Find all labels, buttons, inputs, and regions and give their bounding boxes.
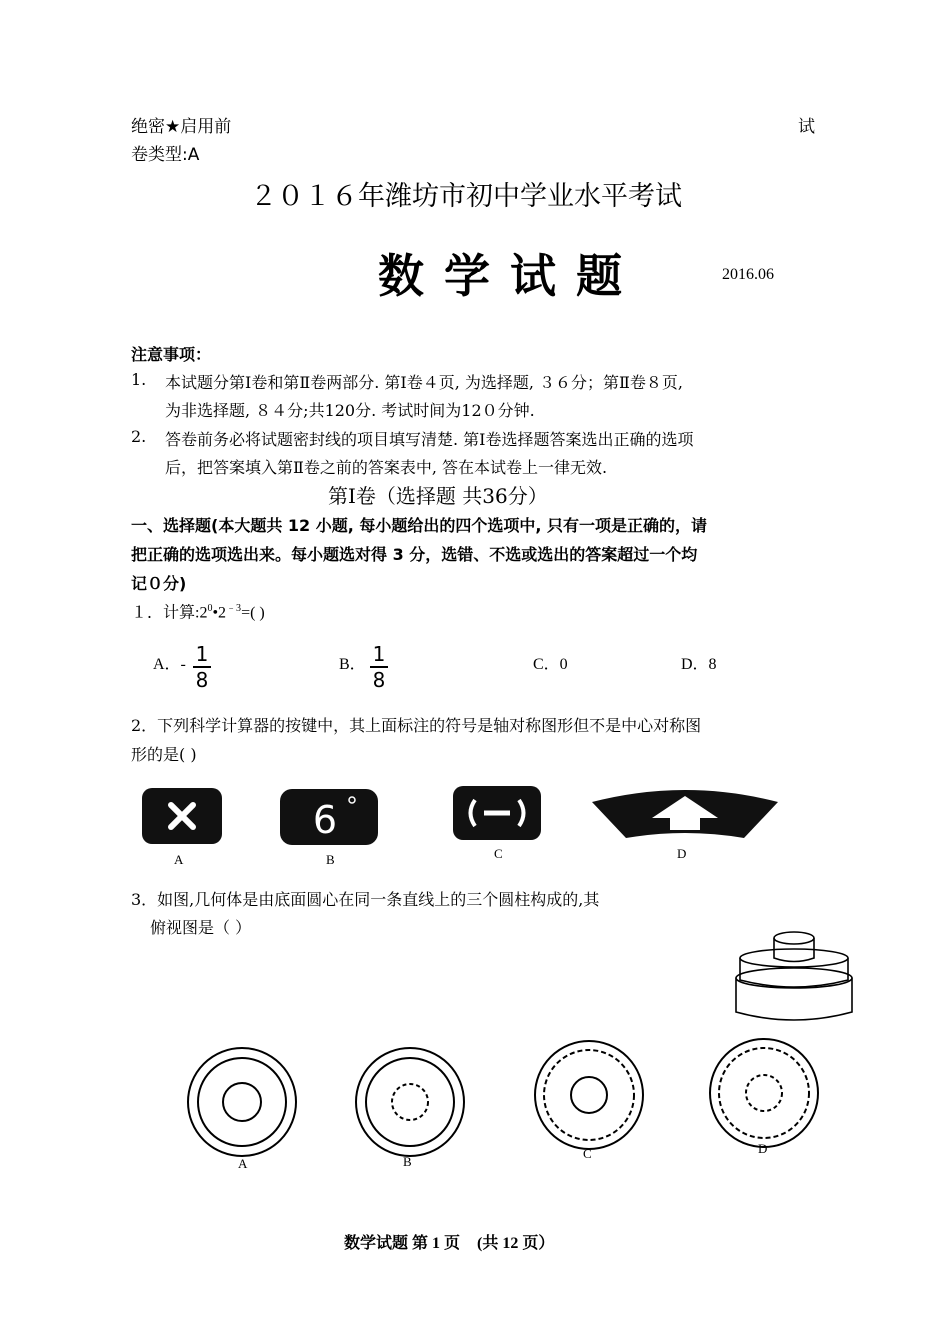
q1-stem-suffix: =( ) xyxy=(241,604,265,622)
calculator-key-multiply-icon xyxy=(140,786,224,846)
q1-option-a-fraction xyxy=(193,643,211,691)
q1-stem-prefix: １．计算:2 xyxy=(131,604,208,622)
paper-type: 卷类型:A xyxy=(131,145,200,165)
section-instruction-line2: 把正确的选项选出来。每小题选对得 3 分，选错、不选或选出的答案超过一个均 xyxy=(131,545,698,564)
note-1-line2: 为非选择题, ８４分;共120分. 考试时间为12０分钟. xyxy=(165,401,535,420)
footer-page-label: 数学试题 第 1 页 xyxy=(344,1235,461,1252)
q3-option-b-label: B xyxy=(403,1154,412,1169)
key-a-label: A xyxy=(174,852,184,867)
top-view-option-d-icon xyxy=(708,1037,820,1149)
q1-exponent-2: ﹣3 xyxy=(226,603,242,614)
confidential-label: 绝密★启用前 xyxy=(131,117,232,137)
subject-title: 数 学 试 题 xyxy=(378,249,625,303)
note-2-line2: 后，把答案填入第Ⅱ卷之前的答案表中, 答在本试卷上一律无效. xyxy=(165,458,608,477)
q3-option-d-label: D xyxy=(758,1141,768,1156)
calculator-key-shift-arrow-icon xyxy=(588,782,782,844)
calculator-key-negative-icon xyxy=(451,784,543,842)
section-instruction-line1: 一、选择题(本大题共 12 小题, 每小题给出的四个选项中, 只有一项是正确的，请 xyxy=(131,516,708,535)
top-view-option-b-icon xyxy=(354,1046,466,1158)
q1-option-a-label: A．- xyxy=(153,656,186,673)
q3-option-c-label: C xyxy=(583,1146,592,1161)
question-3-line2: 俯视图是（ ） xyxy=(150,918,252,937)
footer-total-pages: (共 12 页） xyxy=(477,1235,555,1252)
note-2-line1: 答卷前务必将试题密封线的项目填写清楚. 第Ⅰ卷选择题答案选出正确的选项 xyxy=(165,430,694,449)
question-2-line2: 形的是( ) xyxy=(131,745,197,764)
corner-char: 试 xyxy=(798,117,815,137)
q1-option-c: C．0 xyxy=(533,656,568,673)
q1-option-a-numerator: 1 xyxy=(195,642,209,666)
q1-option-b-numerator: 1 xyxy=(372,642,386,666)
note-1-line1: 本试题分第Ⅰ卷和第Ⅱ卷两部分. 第Ⅰ卷４页, 为选择题, ３６分；第Ⅱ卷８页, xyxy=(165,373,683,392)
key-c-label: C xyxy=(494,846,503,861)
notes-heading: 注意事项： xyxy=(131,345,212,364)
q3-option-a-label: A xyxy=(238,1156,248,1171)
q1-exponent-1: 0 xyxy=(207,603,213,614)
note-2-number: 2. xyxy=(131,427,147,446)
q1-option-b-label: B． xyxy=(339,656,366,673)
top-view-option-c-icon xyxy=(533,1039,645,1151)
question-2-line1: 2．下列科学计算器的按键中，其上面标注的符号是轴对称图形但不是中心对称图 xyxy=(131,716,702,735)
stacked-cylinders-figure xyxy=(730,928,860,1024)
key-b-label: B xyxy=(326,852,335,867)
exam-title: ２０１６年潍坊市初中学业水平考试 xyxy=(250,181,682,212)
top-view-option-a-icon xyxy=(186,1046,298,1158)
svg-text:6: 6 xyxy=(312,798,338,842)
key-d-label: D xyxy=(677,846,687,861)
q1-option-d: D．8 xyxy=(681,656,717,673)
calculator-key-six-degree-icon xyxy=(278,787,380,847)
note-1-number: 1. xyxy=(131,370,147,389)
section-instruction-line3: 记０分) xyxy=(131,574,187,593)
question-3-line1: 3．如图,几何体是由底面圆心在同一条直线上的三个圆柱构成的,其 xyxy=(131,890,600,909)
q1-stem-mid: •2 xyxy=(212,604,227,622)
q1-option-b-denominator: 8 xyxy=(372,667,386,692)
question-1-stem xyxy=(131,599,265,622)
q1-option-a-denominator: 8 xyxy=(195,667,209,692)
q1-option-b-fraction xyxy=(370,643,388,691)
section-title: 第Ⅰ卷（选择题 共36分） xyxy=(328,484,548,508)
exam-date: 2016.06 xyxy=(722,266,774,283)
